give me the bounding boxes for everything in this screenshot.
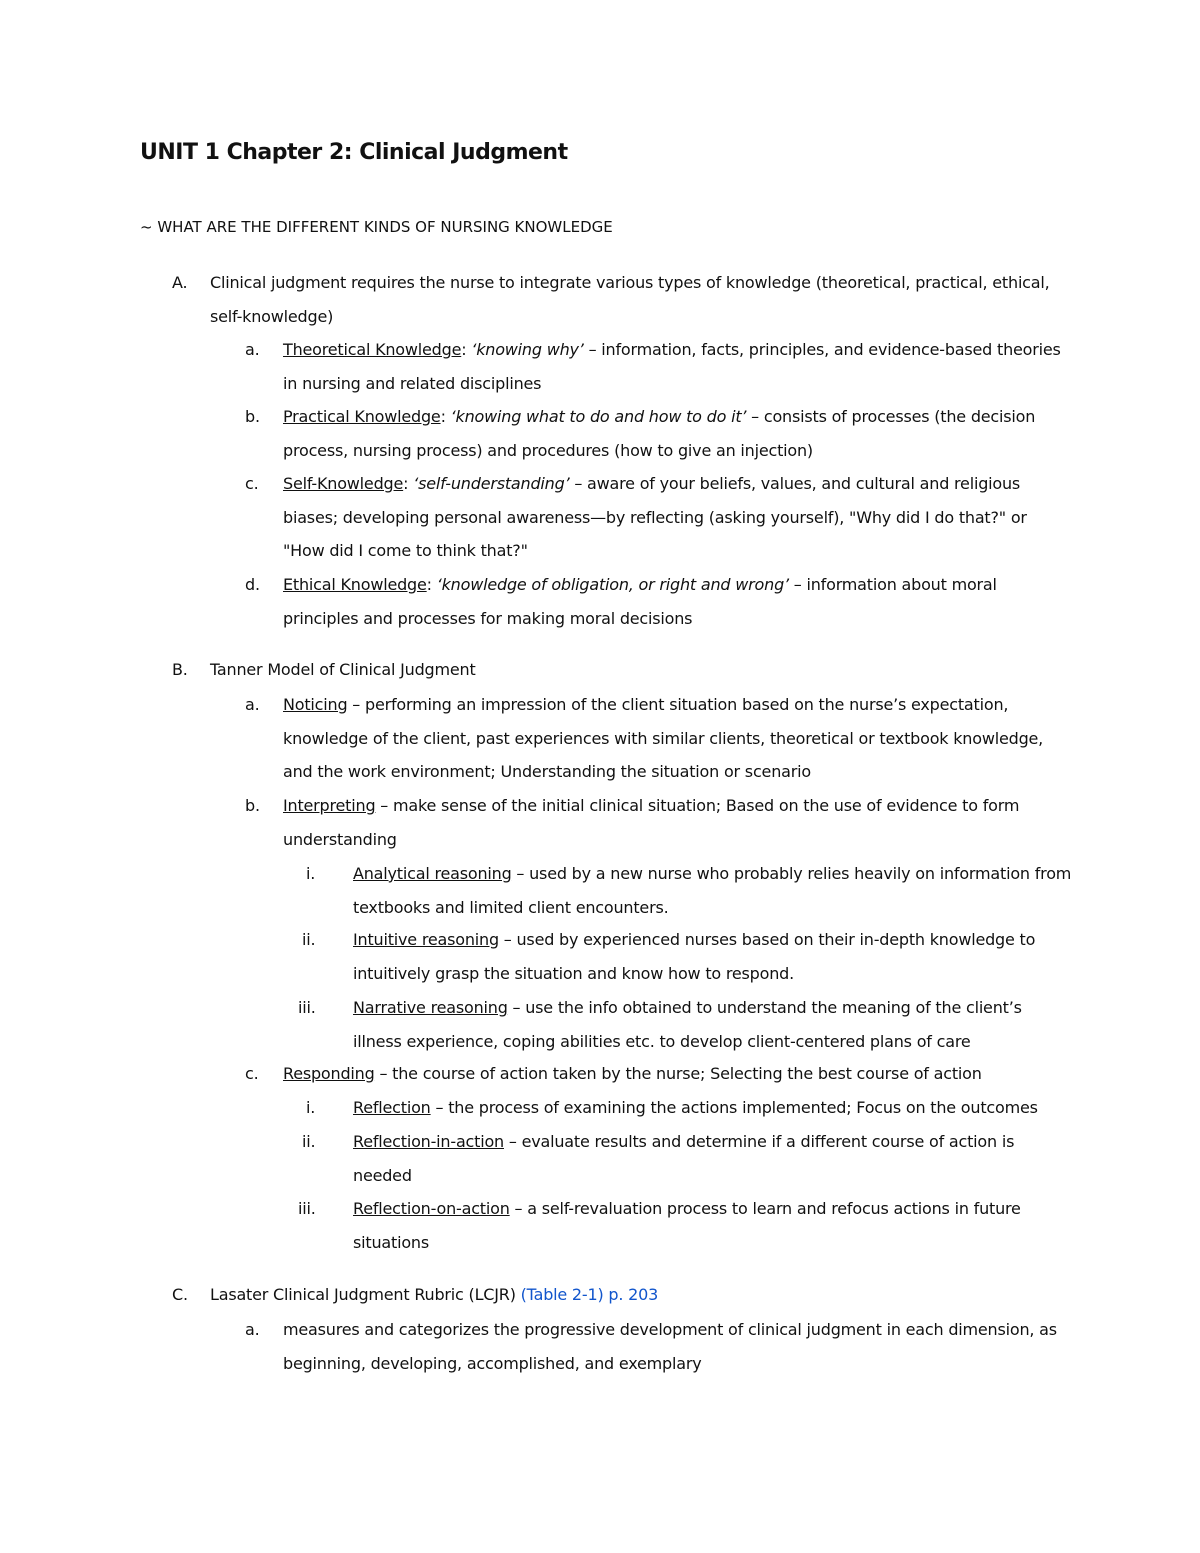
sub-list-item — [353, 991, 1073, 1058]
quote: ‘self-understanding’ — [413, 474, 570, 493]
term-intuitive-reasoning: Intuitive reasoning — [353, 930, 499, 949]
section-c-label: Lasater Clinical Judgment Rubric (LCJR) — [210, 1285, 521, 1304]
section-b-marker: B. — [172, 660, 188, 679]
section-a-text: Clinical judgment requires the nurse to integrate various types of knowledge (theoretical, practical, ethical, self-knowledge) — [210, 273, 1050, 326]
description: – the process of examining the actions implemented; Focus on the outcomes — [430, 1098, 1038, 1117]
sub-list-item — [353, 1125, 1073, 1192]
a-item-marker: b. — [245, 407, 260, 426]
section-b-text: Tanner Model of Clinical Judgment — [210, 660, 476, 679]
list-item — [283, 1057, 1073, 1091]
description: – use the info obtained to understand the meaning of the client’s illness experience, coping abilities etc. to develop client-centered plans of care — [353, 998, 1022, 1051]
term-noticing: Noticing — [283, 695, 348, 714]
sub-item-marker: ii. — [302, 1132, 316, 1151]
c-item-marker: a. — [245, 1320, 260, 1339]
sub-list-item — [353, 1192, 1073, 1259]
list-item — [283, 688, 1073, 789]
list-item: Theoretical Knowledge: ‘knowing why’ – information, facts, principles, and evidence-based theories in nursing and related disciplines — [283, 340, 1061, 393]
page-title: UNIT 1 Chapter 2: Clinical Judgment — [140, 140, 568, 165]
description: – information, facts, principles, and evidence-based theories in nursing and related disciplines — [283, 340, 1061, 393]
sub-item-marker: i. — [306, 1098, 316, 1117]
description: – aware of your beliefs, values, and cultural and religious biases; developing personal awareness—by reflecting (asking yourself), "Why did I do that?" or "How did I come to think that?" — [283, 474, 1027, 560]
term-responding: Responding — [283, 1064, 375, 1083]
description: – make sense of the initial clinical situation; Based on the use of evidence to form understanding — [283, 796, 1020, 849]
list-item: Ethical Knowledge: ‘knowledge of obligation, or right and wrong’ – information about moral principles and processes for making moral decisions — [283, 575, 997, 628]
sub-item-marker: iii. — [298, 998, 316, 1017]
term-theoretical-knowledge: Theoretical Knowledge — [283, 340, 462, 359]
term-interpreting: Interpreting — [283, 796, 376, 815]
b-item-marker: a. — [245, 695, 260, 714]
section-c-text — [210, 1278, 1070, 1312]
list-item: Practical Knowledge: ‘knowing what to do and how to do it’ – consists of processes (the decision process, nursing process) and procedures (how to give an injection) — [283, 407, 1036, 460]
b-item-marker: c. — [245, 1064, 259, 1083]
list-item: measures and categorizes the progressive development of clinical judgment in each dimension, as beginning, developing, accomplished, and exemplary — [283, 1320, 1057, 1373]
description: – the course of action taken by the nurse; Selecting the best course of action — [374, 1064, 982, 1083]
subheading: ~ WHAT ARE THE DIFFERENT KINDS OF NURSING KNOWLEDGE — [140, 218, 613, 236]
a-item-marker: a. — [245, 340, 260, 359]
term-narrative-reasoning: Narrative reasoning — [353, 998, 508, 1017]
sub-list-item — [353, 857, 1073, 924]
description: – performing an impression of the client situation based on the nurse’s expectation, knowledge of the client, past experiences with similar clients, theoretical or textbook knowledge, and the work environment; Understanding the situation or scenario — [283, 695, 1044, 781]
term-reflection: Reflection — [353, 1098, 431, 1117]
list-item — [283, 789, 1073, 856]
description: – evaluate results and determine if a different course of action is needed — [353, 1132, 1015, 1185]
quote: ‘knowing what to do and how to do it’ — [450, 407, 747, 426]
term-analytical-reasoning: Analytical reasoning — [353, 864, 512, 883]
sub-list-item — [353, 923, 1073, 990]
term-self-knowledge: Self-Knowledge — [283, 474, 404, 493]
sub-item-marker: i. — [306, 864, 316, 883]
quote: ‘knowledge of obligation, or right and wrong’ — [436, 575, 789, 594]
sub-list-item — [353, 1091, 1073, 1125]
list-item: Self-Knowledge: ‘self-understanding’ – aware of your beliefs, values, and cultural and religious biases; developing personal awareness—by reflecting (asking yourself), "Why did I do that?" or "How did I come to think that?" — [283, 474, 1027, 560]
term-reflection-on-action: Reflection-on-action — [353, 1199, 510, 1218]
section-c-marker: C. — [172, 1285, 188, 1304]
quote: ‘knowing why’ — [471, 340, 584, 359]
a-item-marker: c. — [245, 474, 259, 493]
sub-item-marker: ii. — [302, 930, 316, 949]
section-a-marker: A. — [172, 273, 188, 292]
description: – a self-revaluation process to learn and refocus actions in future situations — [353, 1199, 1021, 1252]
description: – consists of processes (the decision process, nursing process) and procedures (how to give an injection) — [283, 407, 1036, 460]
term-ethical-knowledge: Ethical Knowledge — [283, 575, 427, 594]
sub-item-marker: iii. — [298, 1199, 316, 1218]
table-reference-link[interactable]: (Table 2-1) p. 203 — [520, 1285, 659, 1304]
a-item-marker: d. — [245, 575, 260, 594]
b-item-marker: b. — [245, 796, 260, 815]
description: – information about moral principles and processes for making moral decisions — [283, 575, 997, 628]
description: – used by experienced nurses based on their in-depth knowledge to intuitively grasp the situation and know how to respond. — [353, 930, 1036, 983]
term-practical-knowledge: Practical Knowledge — [283, 407, 441, 426]
term-reflection-in-action: Reflection-in-action — [353, 1132, 504, 1151]
description: – used by a new nurse who probably relies heavily on information from textbooks and limited client encounters. — [353, 864, 1072, 917]
